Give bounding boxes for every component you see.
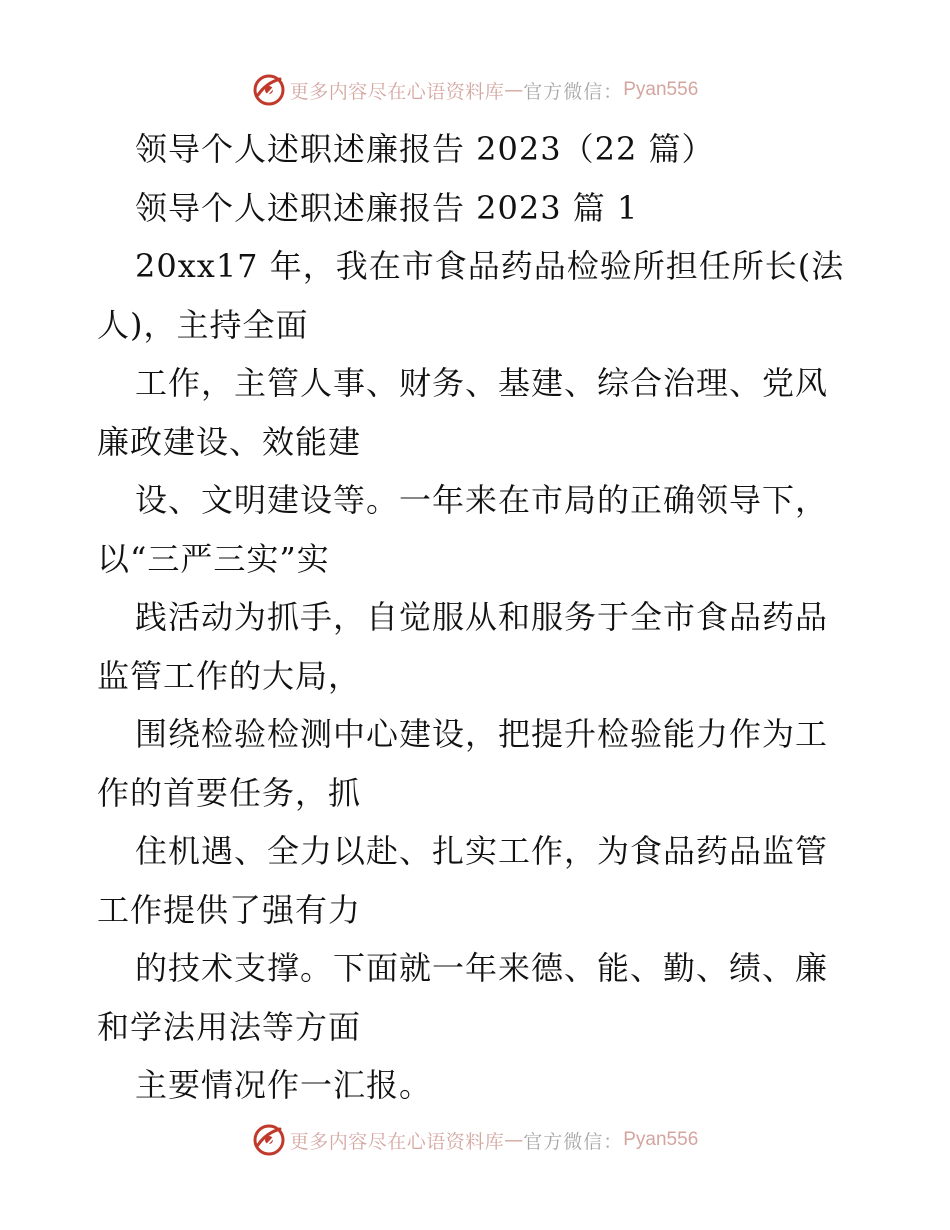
banner-dash: — (504, 1129, 524, 1151)
document-title: 领导个人述职述廉报告 2023（22 篇） (135, 130, 715, 168)
header-banner-content (252, 73, 699, 107)
paragraph-line: 践活动为抓手，自觉服从和服务于全市食品药品 (135, 598, 829, 636)
section-heading: 领导个人述职述廉报告 2023 篇 1 (135, 188, 639, 227)
brand-logo-icon (252, 73, 286, 107)
brand-slogan: 更多内容尽在心语资料库 (289, 1130, 505, 1153)
paragraph-line: 工作，主管人事、财务、基建、综合治理、党风 (135, 364, 829, 402)
paragraph-line: 作的首要任务，抓 (97, 773, 362, 812)
paragraph-line: 住机遇、全力以赴、扎实工作，为食品药品监管 (135, 832, 829, 870)
wechat-label: 官方微信： (523, 1130, 624, 1153)
paragraph-line: 工作提供了强有力 (97, 890, 362, 929)
paragraph-line: 监管工作的大局， (97, 656, 362, 695)
wechat-id: Pyan556 (623, 79, 699, 100)
wechat-label: 官方微信： (523, 80, 624, 103)
banner-dash: — (504, 79, 524, 101)
footer-banner (0, 1120, 950, 1160)
brand-logo-icon (252, 1123, 286, 1157)
paragraph-line: 以“三严三实”实 (97, 539, 330, 578)
brand-slogan: 更多内容尽在心语资料库 (289, 80, 505, 103)
paragraph-line: 和学法用法等方面 (97, 1007, 362, 1046)
footer-banner-content (252, 1123, 699, 1157)
document-body (97, 120, 857, 1115)
paragraph-line: 主要情况作一汇报。 (135, 1066, 433, 1104)
paragraph-line: 人)，主持全面 (97, 305, 309, 344)
wechat-id: Pyan556 (623, 1129, 699, 1150)
paragraph-line: 廉政建设、效能建 (97, 422, 362, 461)
paragraph-line: 围绕检验检测中心建设，把提升检验能力作为工 (135, 715, 829, 753)
paragraph-line: 20xx17 年，我在市食品药品检验所担任所长(法 (135, 247, 845, 285)
header-banner (0, 70, 950, 110)
paragraph-line: 的技术支撑。下面就一年来德、能、勤、绩、廉 (135, 949, 829, 987)
paragraph-line: 设、文明建设等。一年来在市局的正确领导下， (135, 481, 829, 519)
